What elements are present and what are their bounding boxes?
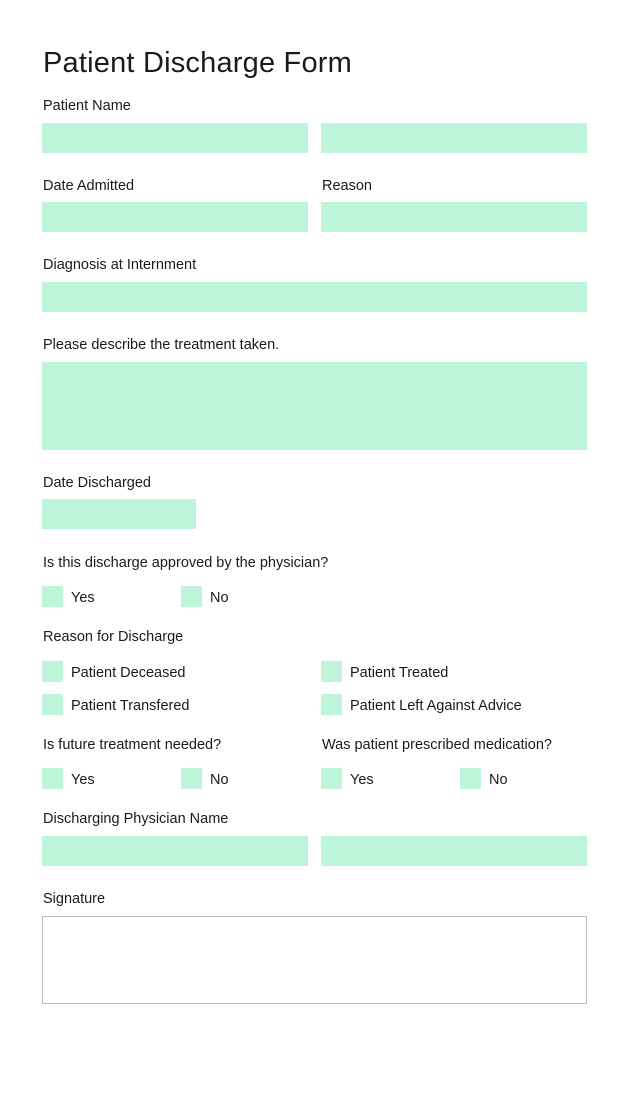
patient-treated-checkbox[interactable] [321, 661, 342, 682]
physician-first-name-input[interactable] [42, 836, 308, 866]
treatment-label: Please describe the treatment taken. [43, 337, 280, 353]
treatment-textarea[interactable] [42, 362, 587, 450]
patient-last-name-input[interactable] [321, 123, 587, 153]
patient-transfered-label: Patient Transfered [71, 698, 190, 714]
diagnosis-input[interactable] [42, 282, 587, 312]
date-admitted-input[interactable] [42, 202, 308, 232]
future-treatment-no-checkbox[interactable] [181, 768, 202, 789]
future-treatment-yes-checkbox[interactable] [42, 768, 63, 789]
physician-approval-question: Is this discharge approved by the physician? [43, 555, 329, 571]
patient-name-label: Patient Name [43, 98, 131, 114]
discharge-reason-label: Reason for Discharge [43, 629, 184, 645]
patient-left-against-advice-checkbox[interactable] [321, 694, 342, 715]
date-discharged-input[interactable] [42, 499, 196, 529]
approval-no-checkbox[interactable] [181, 586, 202, 607]
medication-question: Was patient prescribed medication? [322, 737, 552, 753]
medication-yes-checkbox[interactable] [321, 768, 342, 789]
medication-no-checkbox[interactable] [460, 768, 481, 789]
patient-left-against-advice-label: Patient Left Against Advice [350, 698, 522, 714]
future-treatment-question: Is future treatment needed? [43, 737, 222, 753]
approval-yes-checkbox[interactable] [42, 586, 63, 607]
physician-last-name-input[interactable] [321, 836, 587, 866]
form-title: Patient Discharge Form [43, 47, 353, 79]
reason-input[interactable] [321, 202, 587, 232]
patient-deceased-checkbox[interactable] [42, 661, 63, 682]
approval-no-label: No [210, 590, 229, 606]
future-treatment-no-label: No [210, 772, 229, 788]
patient-deceased-label: Patient Deceased [71, 665, 186, 681]
medication-no-label: No [489, 772, 508, 788]
patient-transfered-checkbox[interactable] [42, 694, 63, 715]
physician-name-label: Discharging Physician Name [43, 811, 229, 827]
signature-pad[interactable] [42, 916, 587, 1004]
reason-label: Reason [322, 178, 372, 194]
future-treatment-yes-label: Yes [71, 772, 95, 788]
signature-label: Signature [43, 891, 106, 907]
patient-treated-label: Patient Treated [350, 665, 449, 681]
patient-first-name-input[interactable] [42, 123, 308, 153]
date-admitted-label: Date Admitted [43, 178, 135, 194]
medication-yes-label: Yes [350, 772, 374, 788]
date-discharged-label: Date Discharged [43, 475, 151, 491]
approval-yes-label: Yes [71, 590, 95, 606]
diagnosis-label: Diagnosis at Internment [43, 257, 197, 273]
